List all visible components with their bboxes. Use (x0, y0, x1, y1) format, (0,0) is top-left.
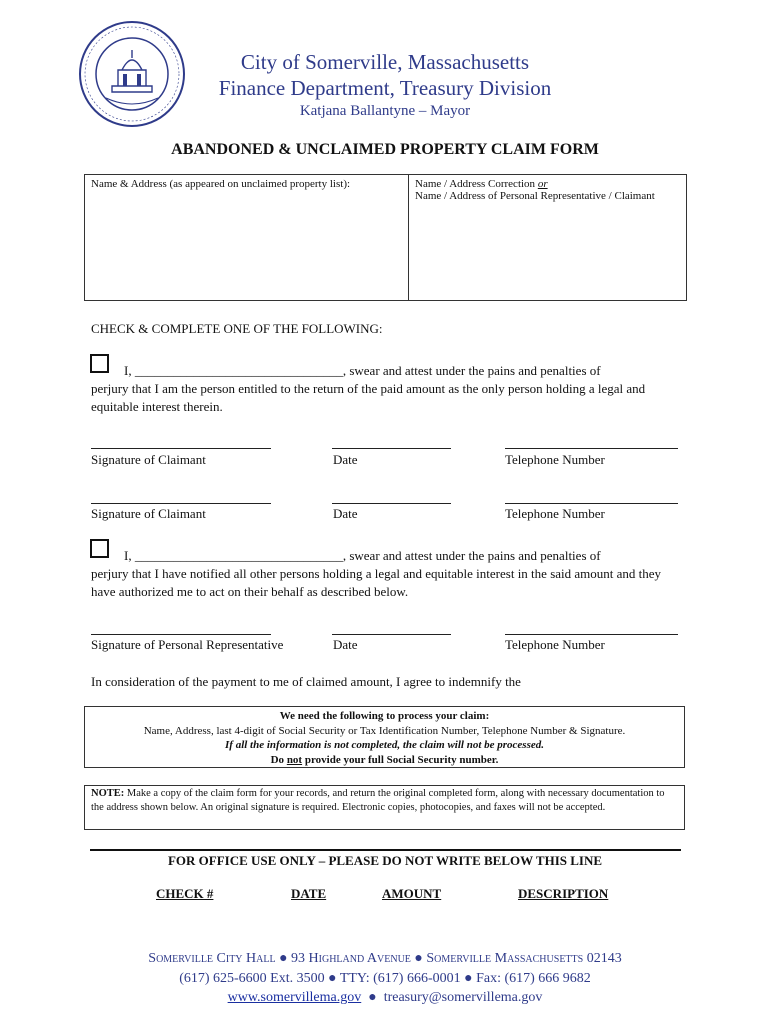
footer-separator: ● (361, 990, 384, 1005)
city-title: City of Somerville, Massachusetts (240, 50, 530, 74)
date-label: Date (333, 452, 358, 467)
ssn-warning-not: not (286, 753, 303, 766)
ssn-warning-b: provide your full Social Security number. (302, 753, 499, 766)
claimant-signature-line-1[interactable] (91, 448, 271, 449)
phone-label: Telephone Number (505, 637, 605, 652)
office-column-check: CHECK # (156, 886, 214, 901)
office-use-heading: FOR OFFICE USE ONLY – PLEASE DO NOT WRITE BELOW THIS LINE (167, 853, 603, 868)
date-label: Date (333, 637, 358, 652)
requirements-list: Name, Address, last 4-digit of Social Security or Tax Identification Number, Telephone Number & Signature. (143, 724, 626, 737)
claimant-signature-label: Signature of Claimant (91, 506, 206, 521)
option1-first-line: I, ________________________________, swear and attest under the pains and penalties of (124, 363, 601, 378)
correction-or: or (537, 178, 548, 190)
option1-rest: perjury that I am the person entitled to the return of the paid amount as the only person holding a legal and equitable interest therein. (91, 381, 646, 414)
date-label: Date (333, 506, 358, 521)
requirements-heading: We need the following to process your claim: (279, 710, 490, 722)
ssn-warning-a: Do (270, 753, 287, 766)
corrected-name-address-field[interactable] (409, 175, 686, 300)
claimant-signature-label: Signature of Claimant (91, 452, 206, 467)
original-name-address-label: Name & Address (as appeared on unclaimed property list): (91, 178, 351, 190)
representative-signature-label: Signature of Personal Representative (91, 637, 284, 652)
correction-label: Name / Address Correction (415, 178, 538, 190)
footer-contact (0, 990, 770, 1006)
instruction-text: CHECK & COMPLETE ONE OF THE FOLLOWING: (91, 321, 383, 336)
requirements-box (84, 706, 685, 768)
name-address-box (84, 174, 687, 301)
office-column-description: DESCRIPTION (518, 886, 609, 901)
office-column-amount: AMOUNT (382, 886, 442, 901)
date-line-1[interactable] (332, 448, 451, 449)
phone-line-3[interactable] (505, 634, 678, 635)
email-link[interactable]: treasury@somervillema.gov (383, 990, 543, 1005)
date-line-3[interactable] (332, 634, 451, 635)
note-text: Make a copy of the claim form for your records, and return the original completed form, along with necessary documentation to the address shown below. An original signature is required. Electronic copies, photocopies, and faxes will not be accepted. (91, 788, 665, 813)
representative-signature-line[interactable] (91, 634, 271, 635)
ssn-warning (85, 753, 684, 768)
original-name-address-field[interactable] (85, 175, 409, 300)
office-use-divider (90, 849, 681, 851)
phone-label: Telephone Number (505, 506, 605, 521)
form-title: ABANDONED & UNCLAIMED PROPERTY CLAIM FORM (171, 141, 599, 158)
note-label: NOTE: (91, 788, 125, 799)
option2-rest: perjury that I have notified all other persons holding a legal and equitable interest in the said amount and they have authorized me to act on their behalf as described below. (91, 566, 662, 599)
date-line-2[interactable] (332, 503, 451, 504)
footer-phones: (617) 625-6600 Ext. 3500 ● TTY: (617) 666-0001 ● Fax: (617) 666 9682 (179, 971, 591, 986)
option2-text (91, 547, 687, 601)
phone-line-2[interactable] (505, 503, 678, 504)
footer-address: Somerville City Hall ● 93 Highland Avenue ● Somerville Massachusetts 02143 (148, 951, 622, 966)
phone-label: Telephone Number (505, 452, 605, 467)
website-link[interactable]: www.somervillema.gov (227, 990, 362, 1005)
option2-first-line: I, ________________________________, swear and attest under the pains and penalties of (124, 548, 601, 563)
department-title: Finance Department, Treasury Division (218, 76, 552, 100)
indemnify-text: In consideration of the payment to me of claimed amount, I agree to indemnify the (91, 674, 521, 689)
representative-label: Name / Address of Personal Representative / Claimant (415, 190, 655, 202)
requirements-warning: If all the information is not completed, the claim will not be processed. (225, 739, 544, 751)
phone-line-1[interactable] (505, 448, 678, 449)
note-box (84, 785, 685, 830)
claimant-signature-line-2[interactable] (91, 503, 271, 504)
option1-text (91, 362, 687, 416)
mayor-line: Katjana Ballantyne – Mayor (299, 103, 471, 119)
office-column-date: DATE (291, 886, 327, 901)
